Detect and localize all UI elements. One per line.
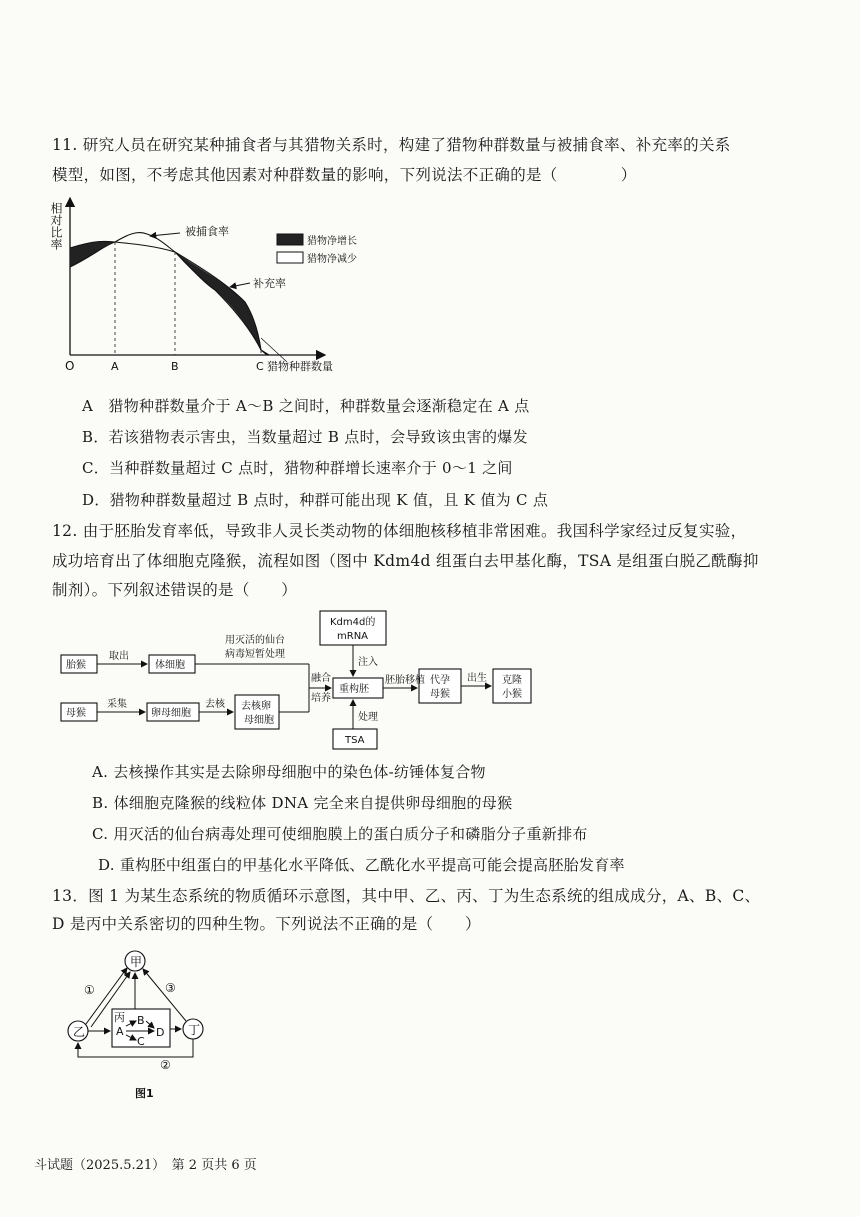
- supplement-label: 补充率: [253, 277, 286, 290]
- net-growth-right: [175, 252, 261, 350]
- somatic-cell-label: 体细胞: [155, 660, 185, 671]
- q12-option-c: C. 用灭活的仙台病毒处理可使细胞膜上的蛋白质分子和磷脂分子重新排布: [92, 825, 588, 843]
- q11-option-b: B．若该猎物表示害虫，当数量超过 B 点时，会导致该虫害的爆发: [82, 428, 528, 446]
- label-jia: 甲: [130, 955, 143, 969]
- q11-stem-line1: 11. 研究人员在研究某种捕食者与其猎物关系时，构建了猎物种群数量与被捕食率、补充率的关系: [52, 136, 731, 154]
- enucleated-line1: 去核卵: [241, 701, 271, 712]
- label-d: D: [156, 1026, 165, 1039]
- legend-decline-label: 猎物净减少: [307, 254, 357, 265]
- kdm-line2: mRNA: [337, 631, 369, 642]
- label-bing: 丙: [114, 1011, 125, 1024]
- predation-pointer: [150, 233, 180, 236]
- treat-label: 处理: [358, 712, 378, 723]
- fusion-line2: 培养: [311, 693, 331, 704]
- collect-label: 采集: [107, 699, 127, 710]
- tick-a: A: [111, 360, 119, 373]
- q11-option-d: D．猎物种群数量超过 B 点时，种群可能出现 K 值，且 K 值为 C 点: [82, 491, 549, 509]
- q12-flowchart: [55, 605, 545, 755]
- label-n2: ②: [160, 1058, 171, 1072]
- enucleated-line2: 母细胞: [244, 715, 274, 726]
- figure-caption: 图1: [135, 1087, 154, 1100]
- transfer-label: 胚胎移植: [385, 675, 425, 686]
- kdm-line1: Kdm4d的: [330, 617, 376, 628]
- q12-stem-line3: 制剂）。下列叙述错误的是（ ）: [52, 581, 298, 599]
- mother-monkey-label: 母猴: [66, 708, 86, 719]
- q11-stem-line2: 模型，如图，不考虑其他因素对种群数量的影响，下列说法不正确的是（ ）: [52, 166, 637, 184]
- x-axis-label: 猎物种群数量: [267, 360, 333, 373]
- legend-growth-label: 猎物净增长: [307, 236, 357, 247]
- supplement-pointer: [230, 283, 250, 287]
- predation-curve: [70, 233, 267, 355]
- inject-label: 注入: [358, 657, 378, 668]
- clone-line1: 克隆: [502, 675, 522, 686]
- reconstructed-label: 重构胚: [339, 684, 369, 695]
- oocyte-label: 卵母细胞: [151, 708, 191, 719]
- q12-option-b: B. 体细胞克隆猴的线粒体 DNA 完全来自提供卵母细胞的母猴: [92, 794, 513, 812]
- q12-stem-line2: 成功培育出了体细胞克隆猴，流程如图（图中 Kdm4d 组蛋白去甲基化酶，TSA 是组蛋白脱乙酰酶抑: [52, 552, 759, 570]
- clone-line2: 小猴: [502, 689, 522, 700]
- inactivated-line2: 病毒短暂处理: [225, 649, 285, 660]
- label-b: B: [137, 1014, 145, 1027]
- fusion-line1: 融合: [311, 673, 331, 684]
- legend-swatch-decline: [277, 252, 303, 263]
- q11-figure: [49, 190, 357, 385]
- page-footer: 斗试题（2025.5.21） 第 2 页共 6 页: [34, 1158, 257, 1173]
- y-axis-label: 相对比率: [49, 202, 63, 250]
- take-out-label: 取出: [109, 651, 129, 662]
- q12-option-d: D. 重构胚中组蛋白的甲基化水平降低、乙酰化水平提高可能会提高胚胎发育率: [98, 856, 625, 874]
- c-pointer: [261, 338, 287, 362]
- q12-stem-line1: 12. 由于胚胎发育率低，导致非人灵长类动物的体细胞核移植非常困难。我国科学家经过反复实验，: [52, 522, 747, 540]
- surrogate-line2: 母猴: [430, 689, 450, 700]
- predation-label: 被捕食率: [185, 225, 229, 238]
- fetal-monkey-label: 胎猴: [66, 660, 86, 671]
- label-yi: 乙: [73, 1025, 86, 1039]
- tick-b: B: [171, 360, 179, 373]
- inactivated-line1: 用灭活的仙台: [225, 635, 285, 646]
- birth-label: 出生: [467, 673, 487, 684]
- q13-stem-line1: 13．图 1 为某生态系统的物质循环示意图，其中甲、乙、丙、丁为生态系统的组成成分，A、B、C、: [52, 887, 761, 905]
- label-a: A: [116, 1025, 124, 1038]
- tick-c: C: [256, 360, 264, 373]
- origin-label: O: [65, 359, 75, 373]
- label-ding: 丁: [188, 1023, 201, 1037]
- q13-figure: [60, 945, 220, 1110]
- tsa-label: TSA: [345, 735, 365, 746]
- q13-stem-line2: D 是丙中关系密切的四种生物。下列说法不正确的是（ ）: [52, 915, 481, 933]
- surrogate-line1: 代孕: [430, 675, 450, 686]
- legend-swatch-growth: [277, 234, 303, 245]
- label-n1: ①: [84, 983, 95, 997]
- q12-option-a: A. 去核操作其实是去除卵母细胞中的染色体-纺锤体复合物: [92, 763, 486, 781]
- label-c: C: [137, 1035, 145, 1048]
- q11-option-c: C．当种群数量超过 C 点时，猎物种群增长速率介于 0～1 之间: [82, 459, 513, 477]
- label-n3: ③: [165, 981, 176, 995]
- enucleate-label: 去核: [205, 699, 225, 710]
- q11-option-a: A 猎物种群数量介于 A～B 之间时，种群数量会逐渐稳定在 A 点: [82, 397, 530, 415]
